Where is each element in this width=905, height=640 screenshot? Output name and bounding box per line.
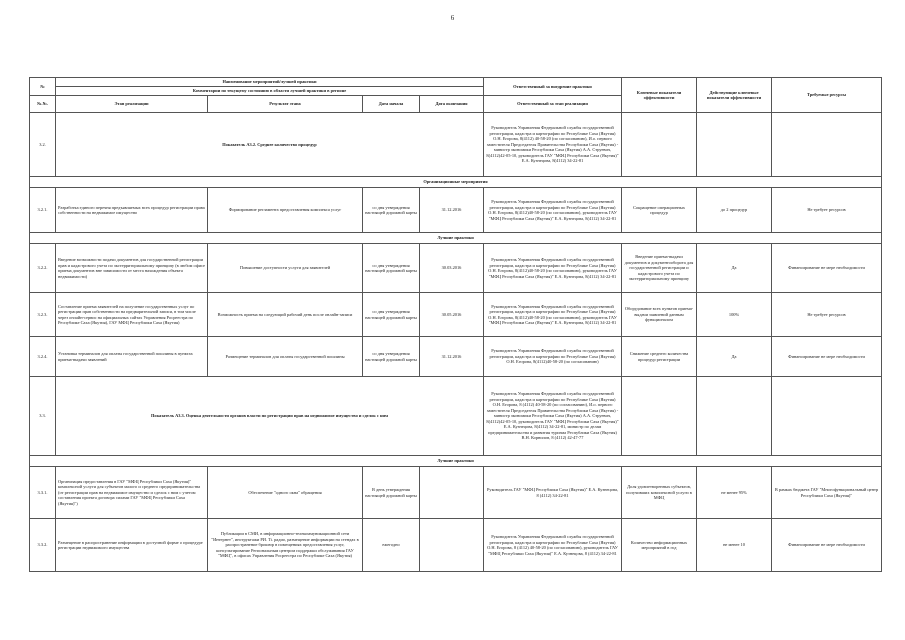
header-num: №: [30, 78, 56, 96]
row-actual-empty: [697, 377, 772, 456]
row-num: 3.2.2.: [30, 244, 56, 293]
table-row: [30, 337, 882, 377]
row-actual: 100%: [697, 293, 772, 337]
row-start: со дня утверждения настоящей дорожной карты: [363, 244, 420, 293]
header-name-group: Наименование мероприятий/лучшей практики: [56, 78, 484, 87]
header-resources: Требуемые ресурсы: [772, 78, 882, 113]
row-actual: до 2 процедур: [697, 188, 772, 233]
roadmap-table: [29, 77, 882, 572]
header-num2: №.№.: [30, 96, 56, 113]
table-row: [30, 467, 882, 519]
header-start: Дата начала: [363, 96, 420, 113]
indicator-title: Показатель А3.2. Среднее количество процедур: [56, 113, 484, 177]
row-kpi: Оборудование всех пунктов приема-выдачи заявлений данным функционалом: [622, 293, 697, 337]
row-start: ежегодно: [363, 519, 420, 572]
header-stage: Этап реализации: [56, 96, 208, 113]
section-row: [30, 233, 882, 244]
section-row: [30, 177, 882, 188]
row-result: Возможность приема на следующий рабочий день после онлайн-записи: [208, 293, 363, 337]
row-kpi: Сокращение операционных процедур: [622, 188, 697, 233]
indicator-row: [30, 113, 882, 177]
row-stage: Разработка единого перечня предъявляемых всех процедур регистрации права собственности на недвижимое имущество: [56, 188, 208, 233]
row-end: 30.05.2016: [420, 293, 484, 337]
table-row: [30, 519, 882, 572]
header-stage-responsible: Ответственный за этап реализации: [484, 96, 622, 113]
row-start: В день утверждения настоящей дорожной карты: [363, 467, 420, 519]
row-num: 3.2.4.: [30, 337, 56, 377]
header-result: Результат этапа: [208, 96, 363, 113]
row-responsible: Руководитель Управления Федеральной службы государственной регистрации, кадастра и картографии по Республике Саха (Якутия) О.Н. Егорова, 8(4112)40-58-20 (по согласованию), руководитель ГАУ "МФЦ Республики Саха (Якутия)" Е.А. Кузнецова, 8(4112) 34-22-81: [484, 244, 622, 293]
row-result: Размещение терминалов для оплаты государственной пошлины: [208, 337, 363, 377]
header-key-indicator: Ключевые показатели эффективности: [622, 78, 697, 113]
row-resources: Не требует ресурсов: [772, 293, 882, 337]
section-title: Лучшие практики: [30, 233, 882, 244]
row-kpi-empty: [622, 113, 697, 177]
row-resources-empty: [772, 113, 882, 177]
header-comment-group: Комментарии по текущему состоянию в области лучшей практики в регионе: [56, 87, 484, 96]
row-end: [420, 467, 484, 519]
row-stage: Составление приема заявителей на получение государственных услуг по регистрации прав собственности на предварительной записи, в том числе через онлайн-сервис на официальных сайтах Управления Росреестра по Республике Саха (Якутия), ГАУ МФЦ Республики Саха (Якутия): [56, 293, 208, 337]
section-row: [30, 456, 882, 467]
row-resources: В рамках бюджета ГАУ "Многофункциональный центр Республики Саха (Якутия)": [772, 467, 882, 519]
row-actual: не менее 10: [697, 519, 772, 572]
row-responsible: Руководитель Управления Федеральной службы государственной регистрации, кадастра и картографии по Республике Саха (Якутия) О.Н. Егорова, 8(4112) 40-58-20 (по согласованию), И.о. первого заместителя Председателя Правительства Республики Саха (Якутия) - министр экономики Республики Саха (Якутия) А.А. Струевич, 8(4112)42-05-10, руководитель ГАУ "МФЦ Республики Саха (Якутия)" Е.А. Кузнецова, 8(4112) 34-22-81: [484, 113, 622, 177]
header-end: Дата окончания: [420, 96, 484, 113]
row-result: Обеспечение "одного окна" обращения: [208, 467, 363, 519]
row-kpi-empty: [622, 377, 697, 456]
row-kpi: Введение приема-выдачи документов и документооборота для государственной регистрации и кадастрового учета по экстерриториальному принципу: [622, 244, 697, 293]
row-num: 3.3.: [30, 377, 56, 456]
row-responsible: Руководитель Управления Федеральной службы государственной регистрации, кадастра и картографии по Республике Саха (Якутия) О.Н. Егорова, 8(4112)40-58-20 (по согласованию), руководитель ГАУ "МФЦ Республики Саха (Якутия)" Е.А. Кузнецова, 8(4112) 34-22-81: [484, 188, 622, 233]
row-start: со дня утверждения настоящей дорожной карты: [363, 337, 420, 377]
row-kpi: Количество информационных мероприятий в год: [622, 519, 697, 572]
row-responsible: Руководитель Управления Федеральной службы государственной регистрации, кадастра и картографии по Республике Саха (Якутия) О.Н. Егорова, 8 (4112) 40-58-20 (по согласованию), руководитель ГАУ "МФЦ Республики Саха (Якутия)" Е.А. Кузнецова, 8 (4112) 34-22-81: [484, 519, 622, 572]
row-num: 3.2.: [30, 113, 56, 177]
row-responsible: Руководитель Управления Федеральной службы государственной регистрации, кадастра и картографии по Республике Саха (Якутия) О.Н. Егорова, 8(4112)40-58-20 (по согласованию): [484, 337, 622, 377]
section-title: Лучшие практики: [30, 456, 882, 467]
row-responsible: Руководитель Управления Федеральной службы государственной регистрации, кадастра и картографии по Республике Саха (Якутия) О.Н. Егорова, 8 (4112) 40-58-20 (по согласованию), И.о. первого заместителя Председателя Правительства Республики Саха (Якутия) - министр экономики Республики Саха (Якутия) А.А. Струевич, 8(4112)42-05-10, руководитель ГАУ "МФЦ Республики Саха (Якутия)" Е.А. Кузнецова, 8(4112) 34-22-81, министр по делам предпринимательства и развития туризма Республики Саха (Якутия) В.Н. Корнилов, 8 (4112) 42-47-77: [484, 377, 622, 456]
row-num: 3.3.2.: [30, 519, 56, 572]
row-end: [420, 519, 484, 572]
row-resources: Финансирование не мере необходимости: [772, 519, 882, 572]
header-responsible-group: Ответственный за внедрение практики: [484, 78, 622, 96]
header-actual-value: Действующие ключевые показатели эффективности: [697, 78, 772, 113]
row-actual: Да: [697, 337, 772, 377]
row-start: со дня утверждения настоящей дорожной карты: [363, 293, 420, 337]
row-result: Формирование регламента предоставления комплекса услуг: [208, 188, 363, 233]
section-title: Организационные мероприятия: [30, 177, 882, 188]
row-responsible: Руководитель ГАУ "МФЦ Республики Саха (Якутия)" Е.А. Кузнецова, 8 (4112) 34-22-81: [484, 467, 622, 519]
row-end: 31.12.2016: [420, 337, 484, 377]
indicator-title: Показатель А3.3. Оценка деятельности органов власти по регистрации прав на недвижимое имущество и сделок с ним: [56, 377, 484, 456]
row-kpi: Снижение среднего количества процедур регистрации: [622, 337, 697, 377]
row-actual: не менее 95%: [697, 467, 772, 519]
table-row: [30, 244, 882, 293]
indicator-row: [30, 377, 882, 456]
table-row: [30, 293, 882, 337]
row-resources: Финансирование не мере необходимости: [772, 337, 882, 377]
row-result: Повышение доступности услуги для заявителей: [208, 244, 363, 293]
row-num: 3.2.1.: [30, 188, 56, 233]
row-stage: Организация предоставления в ГАУ "МФЦ Республики Саха (Якутия)" комплексной услуги для субъектов малого и среднего предпринимательства (от регистрации прав на недвижимое имущество и сделок с ним с учетом составления проекта договора силами ГАУ "МФЦ Республики Саха (Якутия)"): [56, 467, 208, 519]
row-result: Публикации в СМИ, в информационно-телекоммуникационной сети "Интернет", инструктажи РИ. Ti. радио, размещение информации на стендах в распространение брошюр в помещениях предоставления услуг, консультирование Региональным центром поддержки обслуживания ГАУ "МФЦ", в офисах Управления Росреестра по Республике Саха (Якутия): [208, 519, 363, 572]
row-end: 31.12.2016: [420, 188, 484, 233]
row-kpi: Доля удовлетворенных субъектов, получивших комплексной услуги в МФЦ: [622, 467, 697, 519]
row-resources-empty: [772, 377, 882, 456]
row-resources: Не требует ресурсов: [772, 188, 882, 233]
row-num: 3.3.1.: [30, 467, 56, 519]
row-end: 30.03.2016: [420, 244, 484, 293]
row-responsible: Руководитель Управления Федеральной службы государственной регистрации, кадастра и картографии по Республике Саха (Якутия) О.Н. Егорова, 8(4112)40-58-20 (по согласованию), руководитель ГАУ "МФЦ Республики Саха (Якутия)" Е.А. Кузнецова, 8(4112) 34-22-81: [484, 293, 622, 337]
row-actual: Да: [697, 244, 772, 293]
row-stage: Размещение в распространение информации в доступной форме о процедуре регистрации недвижимого имущества: [56, 519, 208, 572]
table-row: [30, 188, 882, 233]
row-num: 3.2.3.: [30, 293, 56, 337]
row-resources: Финансирование не мере необходимости: [772, 244, 882, 293]
row-actual-empty: [697, 113, 772, 177]
row-stage: Введение возможности подачи документов для государственной регистрации прав и кадастрового учета по экстерриториальному принципу (в любом офисе приема документов вне зависимости от места нахождения объекта недвижимости): [56, 244, 208, 293]
page-number: 6: [450, 14, 455, 22]
row-start: со дня утверждения настоящей дорожной карты: [363, 188, 420, 233]
row-stage: Установка терминалов для оплаты государственной пошлины в пунктах приема-выдачи заявлений: [56, 337, 208, 377]
